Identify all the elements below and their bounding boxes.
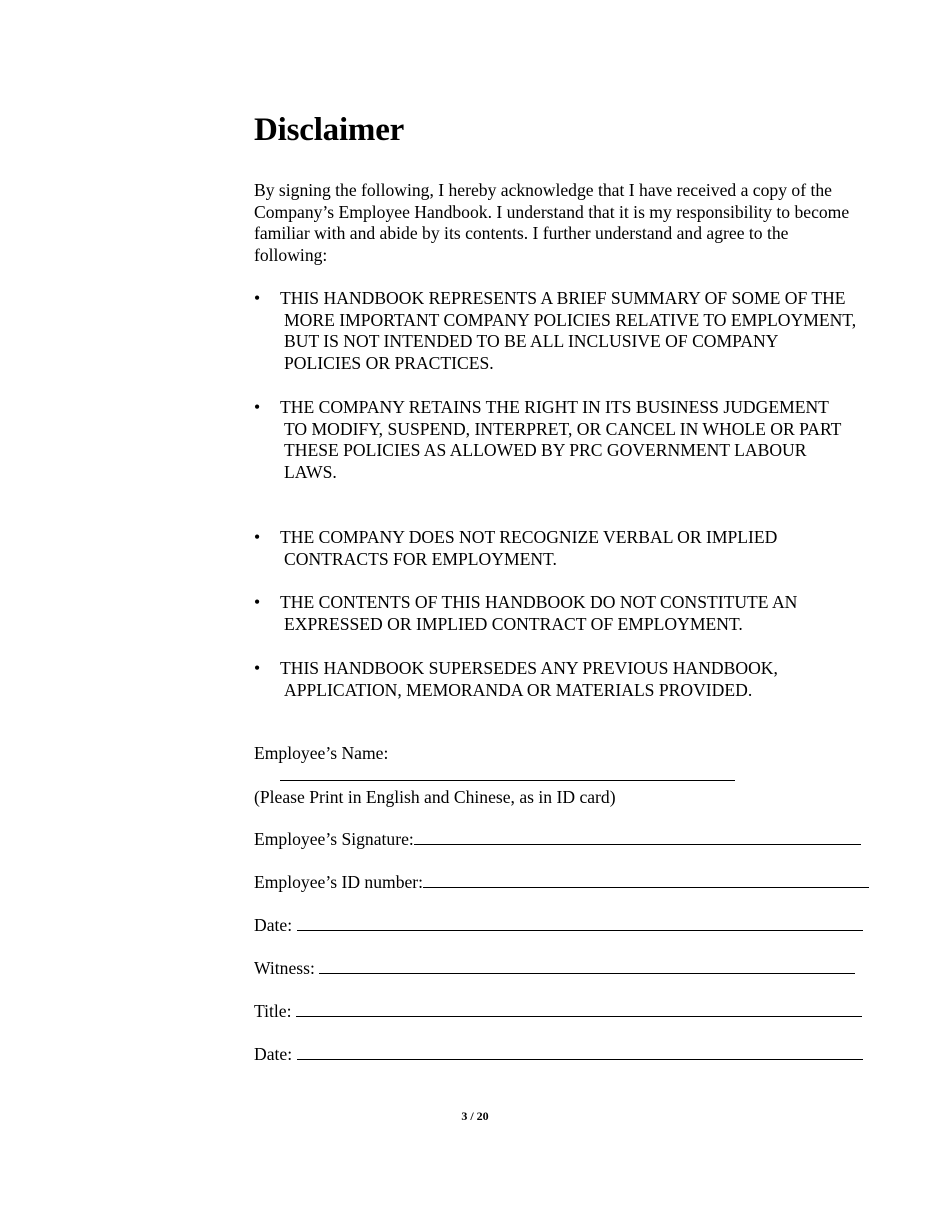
intro-paragraph — [254, 180, 914, 266]
bullet-line: APPLICATION, MEMORANDA OR MATERIALS PROVIDED. — [284, 679, 753, 700]
page-title: Disclaimer — [254, 112, 405, 148]
bullet-line: THIS HANDBOOK REPRESENTS A BRIEF SUMMARY OF SOME OF THE — [280, 288, 846, 308]
bullet-line: POLICIES OR PRACTICES. — [284, 352, 494, 373]
date2-label: Date: — [254, 1044, 293, 1064]
date-field[interactable] — [297, 915, 863, 931]
intro-line: Company’s Employee Handbook. I understand that it is my responsibility to become — [254, 201, 850, 222]
id-number-label: Employee’s ID number: — [254, 872, 424, 892]
bullet-icon: • — [254, 288, 261, 308]
witness-field[interactable] — [319, 958, 855, 974]
signature-label: Employee’s Signature: — [254, 829, 414, 849]
bullet-line: MORE IMPORTANT COMPANY POLICIES RELATIVE TO EMPLOYMENT, — [284, 309, 857, 330]
id-number-field[interactable] — [423, 872, 869, 888]
bullet-icon: • — [254, 658, 261, 678]
date2-row — [254, 1043, 863, 1065]
bullet-line: TO MODIFY, SUSPEND, INTERPRET, OR CANCEL IN WHOLE OR PART — [284, 418, 842, 439]
bullet-line: THE COMPANY DOES NOT RECOGNIZE VERBAL OR IMPLIED — [280, 527, 778, 547]
intro-line: familiar with and abide by its contents. I further understand and agree to the — [254, 223, 789, 244]
title-label: Title: — [254, 1001, 292, 1021]
bullet-line: THE COMPANY RETAINS THE RIGHT IN ITS BUSINESS JUDGEMENT — [280, 397, 829, 417]
page-indicator: 3 / 20 — [461, 1109, 489, 1123]
signature-field[interactable] — [414, 829, 861, 845]
bullet-icon: • — [254, 527, 261, 547]
intro-line: By signing the following, I hereby acknowledge that I have received a copy of the — [254, 180, 832, 200]
title-field[interactable] — [296, 1001, 862, 1017]
witness-row — [254, 957, 855, 979]
bullet-icon: • — [254, 397, 261, 417]
witness-label: Witness: — [254, 958, 315, 978]
id-number-row — [254, 871, 869, 893]
date2-field[interactable] — [297, 1044, 863, 1060]
bullet-line: LAWS. — [284, 461, 337, 482]
employee-name-label: Employee’s Name: — [254, 743, 389, 763]
bullet-line: THIS HANDBOOK SUPERSEDES ANY PREVIOUS HANDBOOK, — [280, 658, 778, 678]
date-label: Date: — [254, 915, 293, 935]
bullet-line: THE CONTENTS OF THIS HANDBOOK DO NOT CONSTITUTE AN — [280, 592, 798, 612]
bullet-line: CONTRACTS FOR EMPLOYMENT. — [284, 548, 557, 569]
signature-row — [254, 828, 861, 850]
title-row — [254, 1000, 862, 1022]
bullet-icon: • — [254, 592, 261, 612]
intro-line: following: — [254, 244, 328, 265]
bullet-line: THESE POLICIES AS ALLOWED BY PRC GOVERNMENT LABOUR — [284, 440, 807, 461]
employee-name-note: (Please Print in English and Chinese, as in ID card) — [254, 787, 616, 807]
bullet-line: EXPRESSED OR IMPLIED CONTRACT OF EMPLOYMENT. — [284, 613, 743, 634]
bullet-line: BUT IS NOT INTENDED TO BE ALL INCLUSIVE OF COMPANY — [284, 331, 779, 352]
employee-name-field[interactable] — [280, 780, 735, 781]
date-row — [254, 914, 863, 936]
